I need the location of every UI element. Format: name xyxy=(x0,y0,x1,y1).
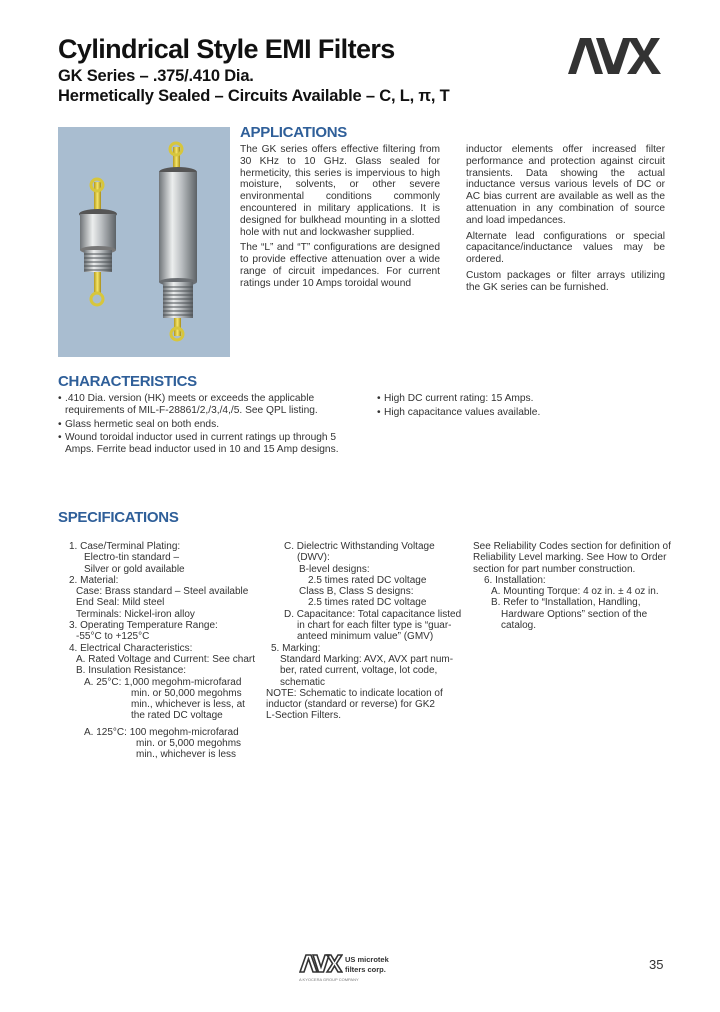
spec-line: A. 25°C: 1,000 megohm-microfarad xyxy=(84,676,242,688)
spec-line: 3. Operating Temperature Range: xyxy=(69,620,218,632)
circuits-subtitle: Hermetically Sealed – Circuits Available – C, L, π, T xyxy=(58,87,450,105)
applications-heading: APPLICATIONS xyxy=(240,124,347,141)
footer-small-text: A KYOCERA GROUP COMPANY xyxy=(299,977,359,982)
specifications-col1 xyxy=(58,541,278,761)
spec-line: B. Refer to “Installation, Handling, xyxy=(491,597,641,609)
series-subtitle: GK Series – .375/.410 Dia. xyxy=(58,67,254,85)
spec-line: Case: Brass standard – Steel available xyxy=(76,586,249,598)
spec-line: Standard Marking: AVX, AVX part num- xyxy=(280,653,454,665)
spec-line: inductor (standard or reverse) for GK2 xyxy=(266,699,435,711)
characteristic-item: • High capacitance values available. xyxy=(377,407,597,419)
specifications-col3 xyxy=(473,541,673,631)
spec-line: L-Section Filters. xyxy=(266,710,342,722)
spec-line: (DWV): xyxy=(297,552,330,564)
spec-line: A. 125°C: 100 megohm-microfarad xyxy=(84,726,239,738)
characteristics-left xyxy=(58,393,355,458)
spec-line: catalog. xyxy=(501,620,537,632)
spec-line: A. Rated Voltage and Current: See chart xyxy=(76,653,255,665)
spec-line: 2. Material: xyxy=(69,574,119,586)
spec-line: schematic xyxy=(280,676,326,688)
spec-line: Silver or gold available xyxy=(84,563,185,575)
spec-line: Class B, Class S designs: xyxy=(299,586,414,598)
spec-line: min., whichever is less, at xyxy=(131,699,245,711)
spec-line: B-level designs: xyxy=(299,563,370,575)
applications-paragraph: Alternate lead configurations or special capacitance/inductance values may be ordered. xyxy=(466,230,665,266)
avx-logo-icon xyxy=(566,36,664,76)
spec-line: Reliability Level marking. See How to Order xyxy=(473,552,667,564)
characteristic-item: • .410 Dia. version (HK) meets or exceeds the applicable requirements of MIL-F-28861/2,/3,/4,/5. See QPL listing. xyxy=(58,393,355,417)
spec-line: NOTE: Schematic to indicate location of xyxy=(266,687,443,699)
applications-col2 xyxy=(466,144,665,298)
avx-footer-logo-icon xyxy=(299,952,343,976)
emi-filter-photo-icon xyxy=(58,127,230,357)
footer-avx-logo xyxy=(299,952,343,976)
applications-paragraph: inductor elements offer increased filter performance and protection against circuit transients. Data showing the actual inductance versus various levels of DC or AC bias current are available as well as the attenuation in any combination of source and load impedances. xyxy=(466,144,665,226)
spec-line: Terminals: Nickel-iron alloy xyxy=(76,608,195,620)
spec-line: Hardware Options” section of the xyxy=(501,608,648,620)
spec-line: 4. Electrical Characteristics: xyxy=(69,642,193,654)
page-title: Cylindrical Style EMI Filters xyxy=(58,34,395,64)
spec-line: min. or 5,000 megohms xyxy=(136,738,242,750)
spec-line: ber, rated current, voltage, lot code, xyxy=(280,665,438,677)
spec-line: Electro-tin standard – xyxy=(84,552,180,564)
specifications-heading: SPECIFICATIONS xyxy=(58,509,179,526)
avx-logo xyxy=(566,36,664,76)
characteristics-right xyxy=(377,393,597,421)
characteristics-heading: CHARACTERISTICS xyxy=(58,373,197,390)
characteristic-item: • High DC current rating: 15 Amps. xyxy=(377,393,597,405)
characteristic-item: • Glass hermetic seal on both ends. xyxy=(58,419,355,431)
spec-line: min., whichever is less xyxy=(136,749,237,761)
applications-paragraph: Custom packages or filter arrays utilizing the GK series can be furnished. xyxy=(466,269,665,293)
applications-paragraph: The “L” and “T” configurations are designed to provide effective attenuation over a wide range of circuit impedances. For current ratings under 10 Amps toroidal wound xyxy=(240,242,440,289)
spec-line: 1. Case/Terminal Plating: xyxy=(69,541,181,552)
specifications-col2 xyxy=(266,541,466,722)
spec-line: B. Insulation Resistance: xyxy=(76,665,187,677)
footer-company-line1: US microtek xyxy=(345,955,389,964)
product-photo xyxy=(58,127,230,357)
spec-line: section for part number construction. xyxy=(473,563,636,575)
characteristic-item: • Wound toroidal inductor used in current ratings up through 5 Amps. Ferrite bead inductor used in 10 and 15 Amp designs. xyxy=(58,432,355,456)
page-number: 35 xyxy=(649,957,664,972)
spec-line: the rated DC voltage xyxy=(131,710,223,722)
spec-line: 5. Marking: xyxy=(271,642,321,654)
applications-col1 xyxy=(240,144,440,294)
spec-line: in chart for each filter type is “guar- xyxy=(297,620,452,632)
spec-line: -55°C to +125°C xyxy=(76,631,150,643)
spec-line: 2.5 times rated DC voltage xyxy=(308,574,427,586)
spec-line: End Seal: Mild steel xyxy=(76,597,165,609)
spec-line: min. or 50,000 megohms xyxy=(131,687,242,699)
spec-line: A. Mounting Torque: 4 oz in. ± 4 oz in. xyxy=(491,586,659,598)
spec-line: D. Capacitance: Total capacitance listed xyxy=(284,608,462,620)
spec-line: See Reliability Codes section for definition of xyxy=(473,541,671,552)
spec-line: anteed minimum value” (GMV) xyxy=(297,631,434,643)
spec-line: 6. Installation: xyxy=(484,574,546,586)
spec-line: 2.5 times rated DC voltage xyxy=(308,597,427,609)
applications-paragraph: The GK series offers effective filtering from 30 KHz to 10 GHz. Glass sealed for hermeticity, this series is impervious to high moisture, solvents, or other severe environmental conditions commonly encountered in military applications. It is designed for bulkhead mounting in a slotted hole with nut and lockwasher supplied. xyxy=(240,144,440,238)
footer-company-line2: filters corp. xyxy=(345,965,386,974)
spec-line: C. Dielectric Withstanding Voltage xyxy=(284,541,435,552)
